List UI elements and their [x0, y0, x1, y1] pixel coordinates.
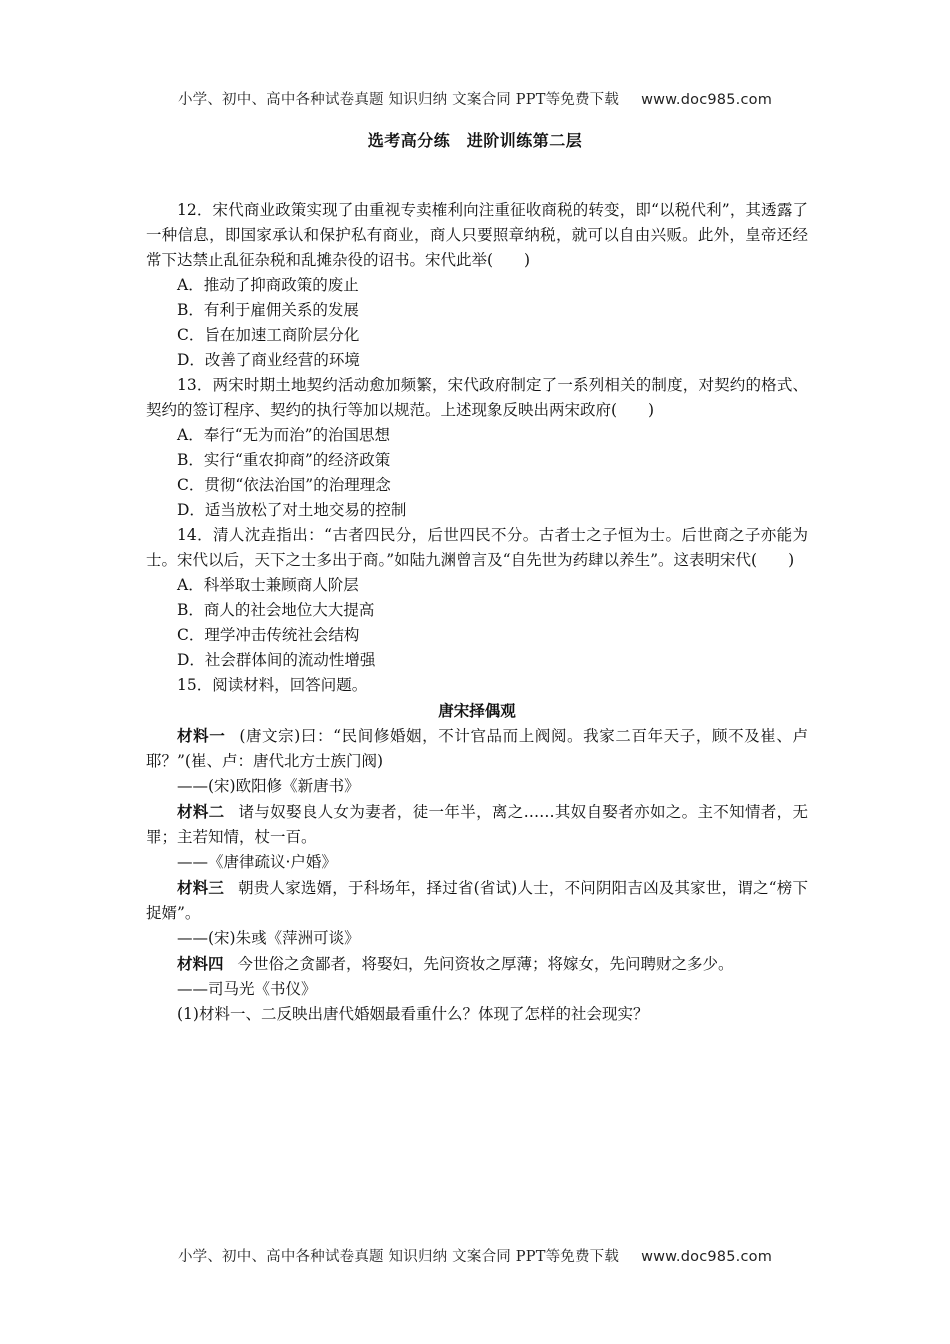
material-3: [146, 875, 808, 926]
material-3-label: 材料三: [177, 878, 225, 897]
question-13-option-c: C．贯彻“依法治国”的治理理念: [177, 476, 391, 494]
question-12-option-d: D．改善了商业经营的环境: [177, 351, 360, 369]
material-1-source: ——(宋)欧阳修《新唐书》: [177, 777, 360, 795]
question-15-subtitle: 唐宋择偶观: [438, 701, 516, 720]
document-body: [146, 198, 808, 1027]
footer-banner: [0, 1245, 950, 1266]
material-2: [146, 799, 808, 850]
question-12-stem: 12．宋代商业政策实现了由重视专卖榷利向注重征收商税的转变，即“以税代利”，其透露了一种信息，即国家承认和保护私有商业，商人只要照章纳税，就可以自由兴贩。此外，皇帝还经常下达禁止乱征杂税和乱摊杂役的诏书。宋代此举( ): [146, 201, 808, 269]
material-4: [146, 951, 808, 977]
header-banner-url[interactable]: www.doc985.com: [641, 92, 773, 108]
question-12-option-c: C．旨在加速工商阶层分化: [177, 326, 360, 344]
material-3-text: 朝贵人家选婿，于科场年，择过省(省试)人士，不问阴阳吉凶及其家世，谓之“榜下捉婿”。: [146, 879, 808, 922]
question-12-option-a: A．推动了抑商政策的废止: [177, 276, 359, 294]
question-15-stem: 15．阅读材料，回答问题。: [177, 676, 368, 694]
material-2-label: 材料二: [177, 802, 225, 821]
question-12-option-b: B．有利于雇佣关系的发展: [177, 301, 359, 319]
question-15-sub-1: (1)材料一、二反映出唐代婚姻最看重什么？体现了怎样的社会现实？: [177, 1005, 649, 1023]
footer-banner-text: 小学、初中、高中各种试卷真题 知识归纳 文案合同 PPT等免费下载: [177, 1249, 620, 1265]
material-4-text: 今世俗之贪鄙者，将娶妇，先问资妆之厚薄；将嫁女，先问聘财之多少。: [237, 955, 734, 973]
question-14-stem: 14．清人沈垚指出：“古者四民分，后世四民不分。古者士之子恒为士。后世商之子亦能为士。宋代以后，天下之士多出于商。”如陆九渊曾言及“自先世为药肆以养生”。这表明宋代( ): [146, 526, 808, 569]
material-4-source: ——司马光《书仪》: [177, 980, 317, 998]
material-1-label: 材料一: [177, 726, 226, 745]
question-13-option-a: A．奉行“无为而治”的治国思想: [177, 426, 391, 444]
footer-banner-url[interactable]: www.doc985.com: [641, 1249, 773, 1265]
question-14-option-a: A．科举取士兼顾商人阶层: [177, 576, 359, 594]
question-13-option-b: B．实行“重农抑商”的经济政策: [177, 451, 391, 469]
question-14-option-d: D．社会群体间的流动性增强: [177, 651, 376, 669]
material-4-label: 材料四: [177, 954, 224, 973]
question-14-option-b: B．商人的社会地位大大提高: [177, 601, 375, 619]
material-1-text: (唐文宗)曰：“民间修婚姻，不计官品而上阀阅。我家二百年天子，顾不及崔、卢耶？”(崔、卢：唐代北方士族门阀): [146, 727, 808, 770]
material-3-source: ——(宋)朱彧《萍洲可谈》: [177, 929, 360, 947]
header-banner: [0, 88, 950, 109]
material-2-source: ——《唐律疏议·户婚》: [177, 853, 337, 871]
material-1: [146, 723, 808, 774]
question-13-option-d: D．适当放松了对土地交易的控制: [177, 501, 407, 519]
question-14-option-c: C．理学冲击传统社会结构: [177, 626, 360, 644]
question-13-stem: 13．两宋时期土地契约活动愈加频繁，宋代政府制定了一系列相关的制度，对契约的格式、契约的签订程序、契约的执行等加以规范。上述现象反映出两宋政府( ): [146, 376, 808, 419]
header-banner-text: 小学、初中、高中各种试卷真题 知识归纳 文案合同 PPT等免费下载: [177, 92, 620, 108]
material-2-text: 诸与奴娶良人女为妻者，徒一年半，离之……其奴自娶者亦如之。主不知情者，无罪；主若知情，杖一百。: [146, 803, 808, 846]
page-title: 选考高分练 进阶训练第二层: [367, 131, 583, 150]
